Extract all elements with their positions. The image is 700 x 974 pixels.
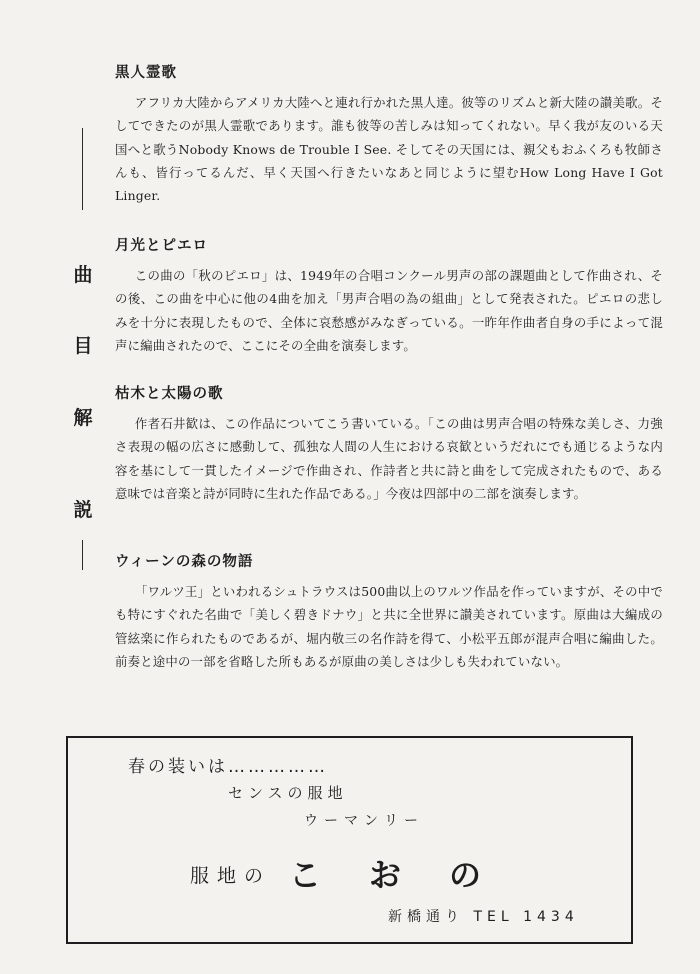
side-label-char: 曲 [73,264,93,286]
section-title: 枯木と太陽の歌 [115,386,224,402]
section-gekko-to-piero [115,236,663,357]
side-label-char: 説 [73,499,93,521]
ad-tagline: 春の装いは…………… [128,757,328,777]
section-body: 「ワルツ王」といわれるシュトラウスは500曲以上のワルツ作品を作っていますが、その中でも特にすぐれた名曲で「美しく碧きドナウ」と共に全世界に讃美されています。原曲は大編成の管絃楽に作られたものであるが、堀内敬三の名作詩を得て、小松平五郎が混声合唱に編曲した。前奏と途中の一部を省略した所もあるが原曲の美しさは少しも失われていない。 [115,584,663,669]
ad-shop-name: こおの [289,856,530,894]
advertisement-box [66,736,633,944]
side-rule-top [82,128,83,210]
section-title: 黒人霊歌 [115,65,177,81]
section-body: この曲の「秋のピエロ」は、1949年の合唱コンクール男声の部の課題曲として作曲され、その後、この曲を中心に他の4曲を加え「男声合唱の為の組曲」として発表された。ピエロの悲しみを十分に表現したもので、全体に哀愁感がみなぎっている。一昨年作曲者自身の手によって混声に編曲されたので、ここにその全曲を演奏します。 [115,268,663,353]
section-body: アフリカ大陸からアメリカ大陸へと連れ行かれた黒人達。彼等のリズムと新大陸の讃美歌。そしてできたのが黒人霊歌であります。誰も彼等の苦しみは知ってくれない。早く我が友のいる天国へと歌うNobody Knows de Trouble I See. そしてその天国には、親父もおふくろも牧師さんも、皆行ってるんだ、早く天国へ行きたいなあと同じように望むHow Long Have I Got Linger. [115,95,663,204]
ad-shop-prefix: 服地の [190,865,272,887]
ad-brand: ウーマンリー [304,813,424,829]
side-label-char: 目 [73,335,93,357]
section-title: ウィーンの森の物語 [115,554,254,570]
section-vienna-woods [115,552,663,673]
ad-address-phone: 新橋通り TEL 1434 [388,909,579,925]
section-kareki-to-taiyo [115,384,663,505]
section-body: 作者石井歓は、この作品についてこう書いている。「この曲は男声合唱の特殊な美しさ、力強さ表現の幅の広さに感動して、孤独な人間の人生における哀歓というだれにでも通じるような内容を基にして一貫したイメージで作曲され、作詩者と共に詩と曲をして完成されたもので、ある意味では音楽と詩が同時に生れた作品である。」今夜は四部中の二部を演奏します。 [115,416,663,501]
side-rule-bottom [82,540,83,570]
section-kokujin-reika [115,63,663,207]
ad-subtitle: センスの服地 [228,784,348,802]
side-label-char: 解 [73,407,93,429]
section-title: 月光とピエロ [115,238,208,254]
ad-shop-line [190,850,529,896]
side-label-program-notes [63,128,103,568]
